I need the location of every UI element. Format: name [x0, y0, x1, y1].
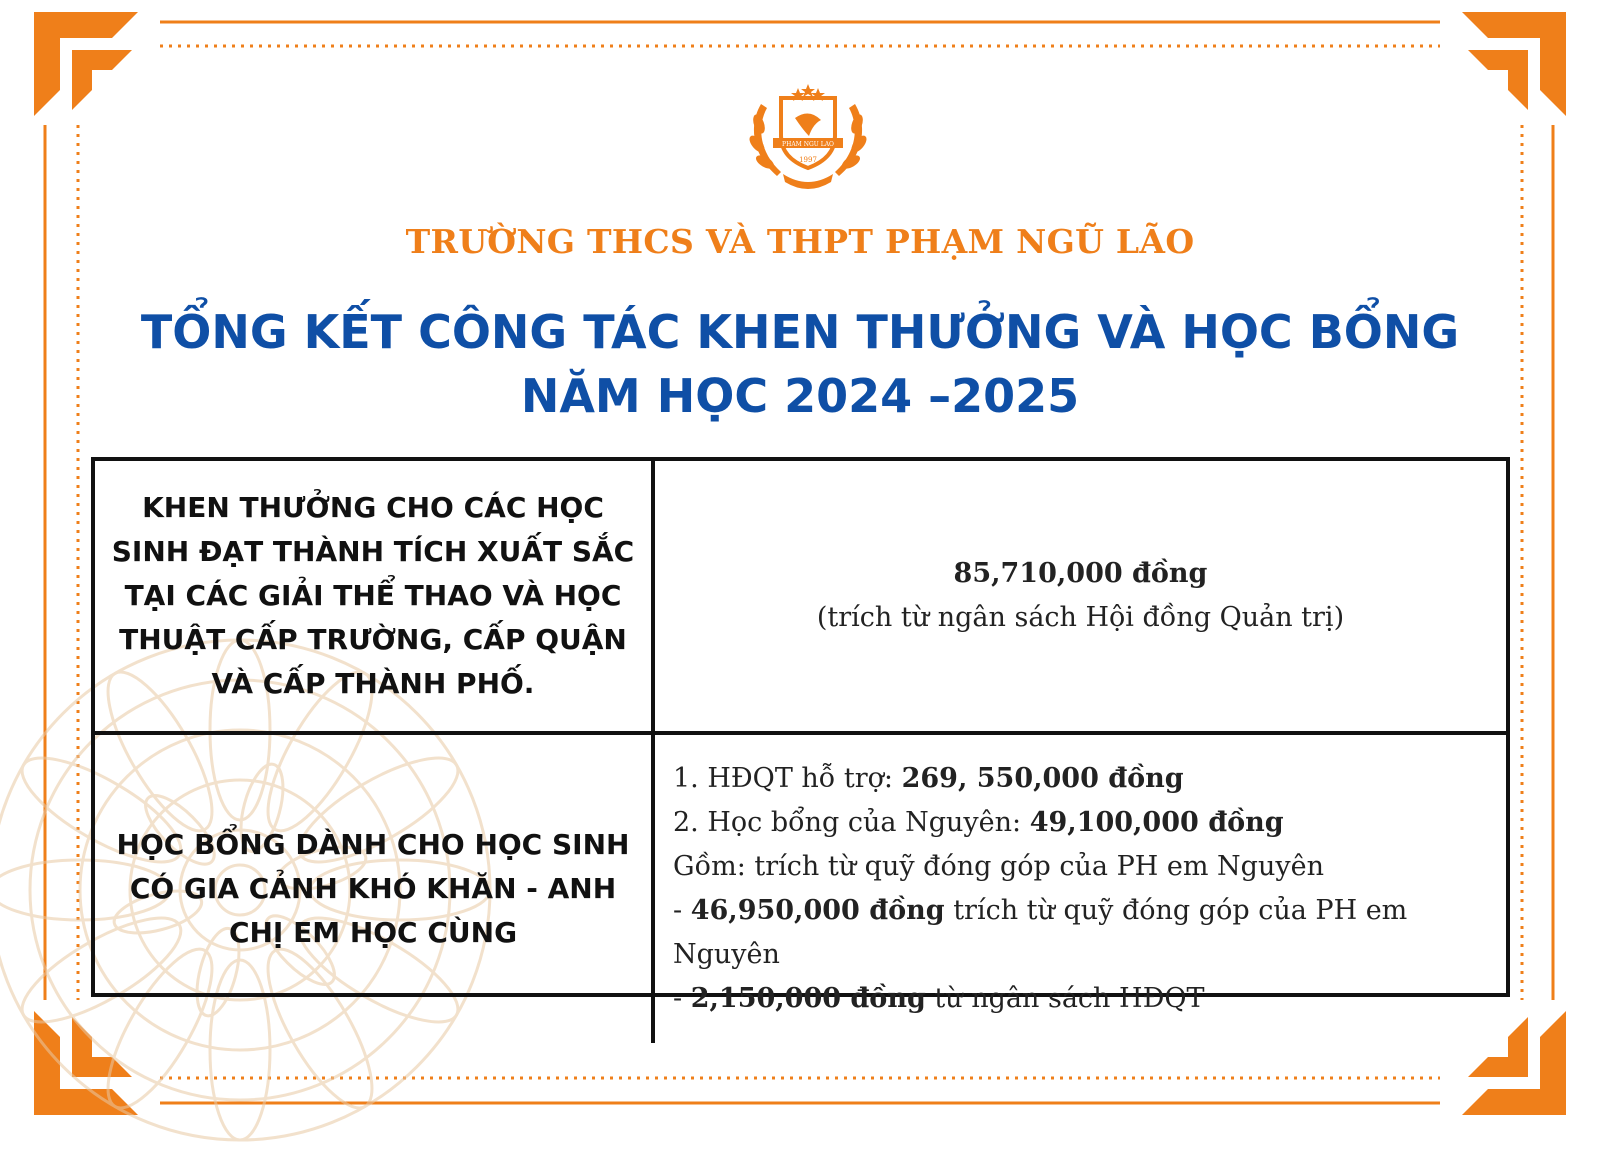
logo-text: PHAM NGU LAO [782, 141, 834, 148]
page-title [100, 300, 1500, 428]
detail-line: 1. HĐQT hỗ trợ: 269, 550,000 đồng [673, 763, 1184, 794]
amount-value: 85,710,000 đồng [953, 558, 1208, 589]
detail-line: - 46,950,000 đồng trích từ quỹ đóng góp của PH em Nguyên [673, 895, 1408, 970]
corner-ornament-top-left [34, 12, 138, 116]
table-cell-amount-awards [655, 461, 1506, 735]
title-line-2: NĂM HỌC 2024 –2025 [520, 369, 1080, 423]
summary-table [91, 457, 1510, 1014]
school-logo-icon [743, 74, 873, 194]
table-cell-category-scholarship [95, 735, 655, 1043]
category-label: HỌC BỔNG DÀNH CHO HỌC SINH CÓ GIA CẢNH KHÓ KHĂN - ANH CHỊ EM HỌC CÙNG [116, 828, 630, 949]
school-name: TRƯỜNG THCS VÀ THPT PHẠM NGŨ LÃO [405, 222, 1195, 261]
detail-line: - 2,150,000 đồng từ ngân sách HĐQT [673, 983, 1205, 1014]
table-cell-category-awards [95, 461, 655, 735]
title-line-1: TỔNG KẾT CÔNG TÁC KHEN THƯỞNG VÀ HỌC BỔNG [140, 305, 1460, 359]
detail-line: 2. Học bổng của Nguyên: 49,100,000 đồng [673, 807, 1284, 838]
logo-year: 1997 [799, 156, 817, 164]
table-cell-details-scholarship [655, 735, 1506, 1043]
detail-line: Gồm: trích từ quỹ đóng góp của PH em Nguyên [673, 851, 1324, 882]
corner-ornament-top-right [1462, 12, 1566, 116]
amount-note: (trích từ ngân sách Hội đồng Quản trị) [816, 602, 1345, 633]
category-label: KHEN THƯỞNG CHO CÁC HỌC SINH ĐẠT THÀNH TÍCH XUẤT SẮC TẠI CÁC GIẢI THỂ THAO VÀ HỌC THUẬT CẤP TRƯỜNG, CẤP QUẬN VÀ CẤP THÀNH PHỐ. [111, 491, 635, 700]
